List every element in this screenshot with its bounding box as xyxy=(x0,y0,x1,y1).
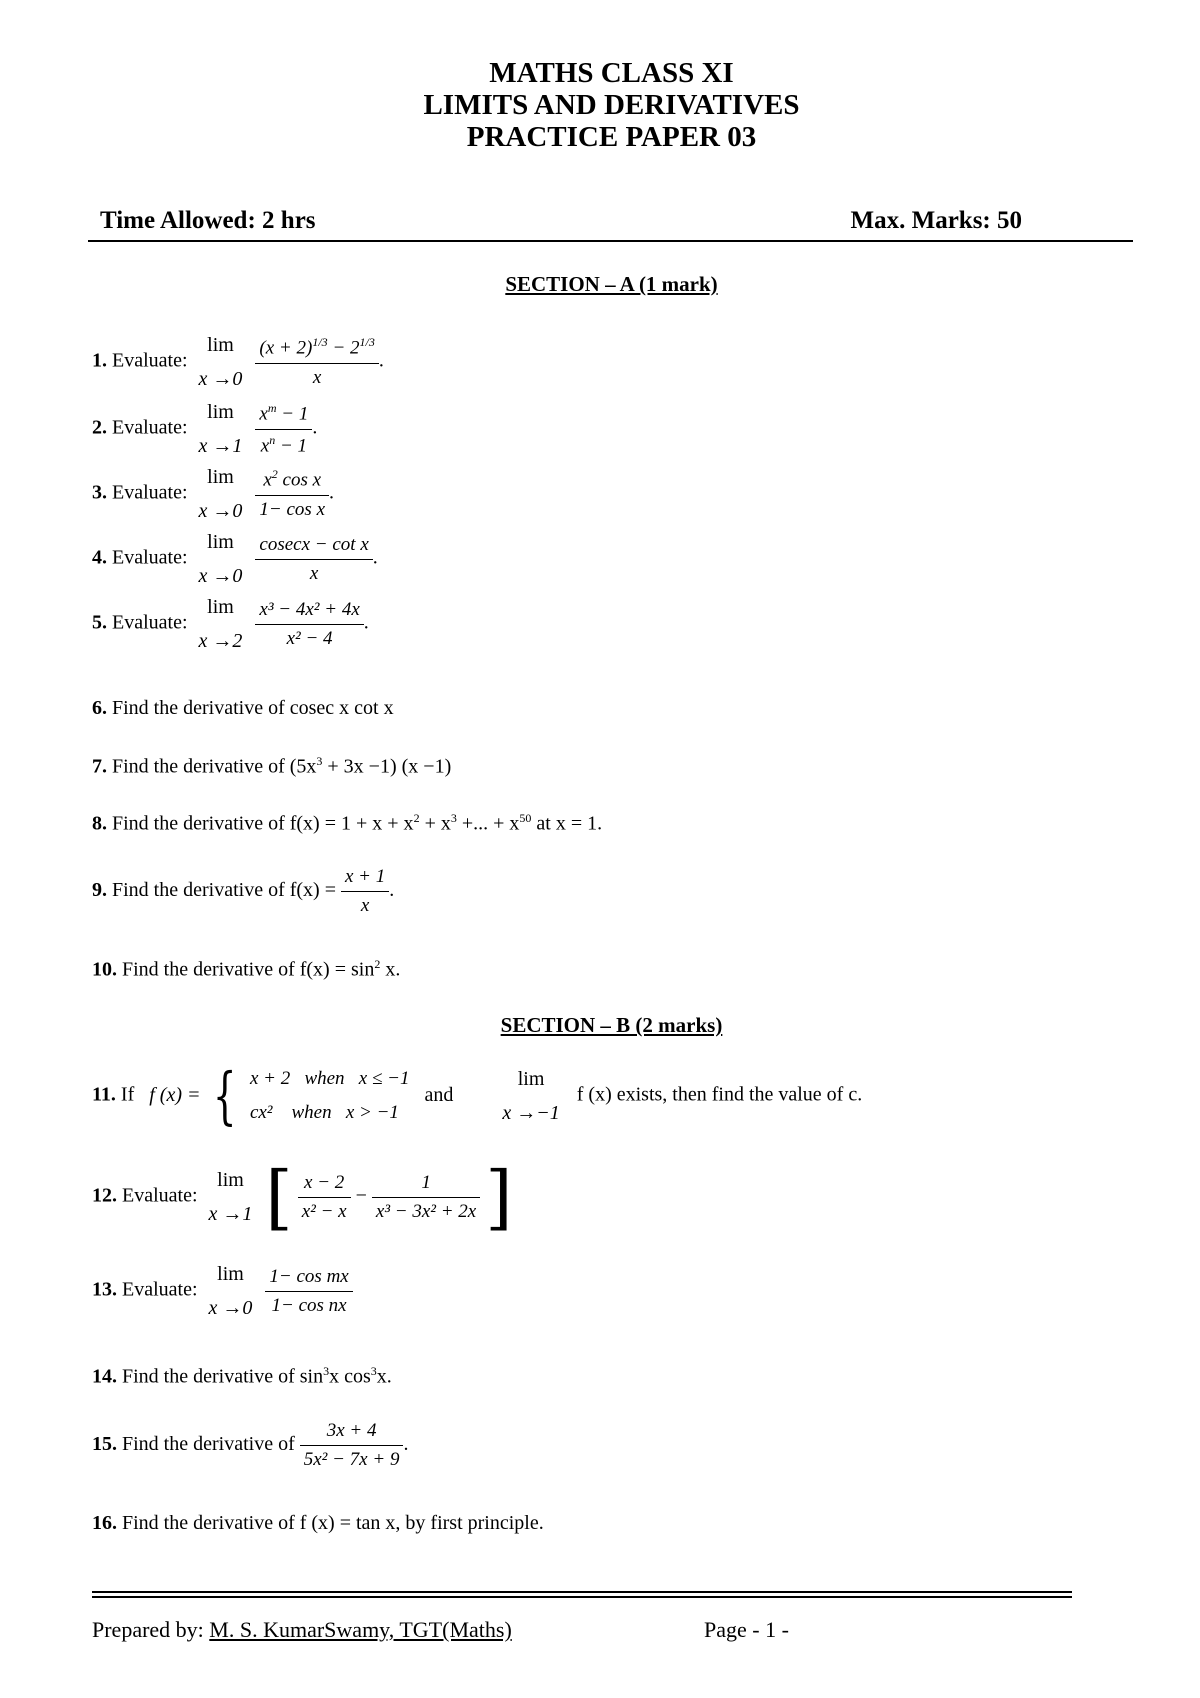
question-4: 4. Evaluate: lim x →0 $\frac{\text{cosecx − cot x}}{x}$ . xyxy=(92,525,378,593)
question-label: Evaluate: xyxy=(122,1184,198,1207)
section-b-title: SECTION – B (2 marks) xyxy=(500,1013,723,1037)
question-text: Find the derivative of f (x) = tan x, by first principle. xyxy=(122,1512,544,1534)
paper-title-number: PRACTICE PAPER 03 xyxy=(466,121,757,153)
limit-operator: lim x →1 xyxy=(208,1169,253,1225)
question-number: 15. xyxy=(92,1433,117,1456)
footer-divider-top xyxy=(92,1591,1072,1593)
question-6 xyxy=(92,697,394,720)
fraction: $\frac{\text{cosecx − cot x}}{x}$ xyxy=(255,534,372,585)
fraction: $\frac{x^m - 1}{x^n - 1}$ xyxy=(255,401,312,457)
question-13 xyxy=(92,1257,353,1325)
question-label: Evaluate: xyxy=(112,546,188,569)
limit-operator: lim x →0 xyxy=(198,466,243,522)
question-label: Evaluate: xyxy=(112,416,188,439)
question-label: Evaluate: xyxy=(112,349,188,372)
fraction: $\frac{x + 1}{x}$ xyxy=(341,866,389,917)
limit-operator: lim x →−1 xyxy=(502,1068,560,1124)
question-3: 3. Evaluate: lim x →0 $\frac{x^2 \cos x}{\text{1− cos x}}$ . xyxy=(92,460,334,528)
limit-operator: lim x →2 xyxy=(198,596,243,652)
question-number: 10. xyxy=(92,958,117,981)
question-number: 6. xyxy=(92,697,107,719)
fraction: $\frac{\text{x³ − 4x² + 4x}}{\text{x² − 4}}$ xyxy=(255,599,363,650)
question-number: 4. xyxy=(92,546,107,569)
fraction: $\frac{(x + 2)^{1/3} - 2^{1/3}}{x}$ xyxy=(255,335,378,388)
question-number: 16. xyxy=(92,1512,117,1534)
question-2: 2. Evaluate: lim x →1 $\frac{x^m - 1}{x^n - 1}$ . xyxy=(92,395,317,463)
section-a-title: SECTION – A (1 mark) xyxy=(505,272,718,296)
question-8: 8. Find the derivative of $f(x) = 1 + x + x^2 + x^3$ +... + $x^{50}$ at x = 1. xyxy=(92,811,603,835)
paper-title-topic: LIMITS AND DERIVATIVES xyxy=(423,89,800,121)
question-number: 3. xyxy=(92,481,107,504)
question-number: 8. xyxy=(92,812,107,835)
question-text: Find the derivative of cosec x cot x xyxy=(112,697,394,719)
left-brace: { xyxy=(213,1059,238,1132)
page-number: Page - 1 - xyxy=(704,1617,789,1642)
question-11: 11. If f (x) = { x + 2 when x ≤ −1 cx² when x > −1 and lim x →−1 f (x) exists, then find the value of c. xyxy=(92,1059,863,1132)
time-allowed: Time Allowed: 2 hrs xyxy=(100,207,316,234)
footer-prepared-by: Prepared by: M. S. KumarSwamy, TGT(Maths) xyxy=(92,1617,512,1642)
question-number: 14. xyxy=(92,1365,117,1388)
question-number: 5. xyxy=(92,611,107,634)
limit-operator: lim x →1 xyxy=(198,401,243,457)
question-number: 2. xyxy=(92,416,107,439)
fraction: $\frac{\text{1− cos mx}}{\text{1− cos nx}}$ xyxy=(265,1266,352,1317)
question-number: 7. xyxy=(92,755,107,778)
fraction: $\frac{3x + 4}{\text{5x² − 7x + 9}}$ xyxy=(300,1420,404,1471)
author-name: M. S. KumarSwamy, TGT(Maths) xyxy=(209,1617,512,1642)
question-12: 12. Evaluate: lim x →1 [ $\frac{x - 2}{\text{x² − x}}$ − $\frac{1}{\text{x³ − 3x² + 2x}}$ ] xyxy=(92,1156,513,1238)
question-number: 11. xyxy=(92,1083,116,1106)
question-number: 9. xyxy=(92,879,107,902)
question-number: 13. xyxy=(92,1278,117,1301)
right-bracket: ] xyxy=(485,1156,513,1238)
question-15: 15. Find the derivative of $\frac{3x + 4}{\text{5x² − 7x + 9}}$ . xyxy=(92,1420,409,1470)
question-label: Evaluate: xyxy=(112,481,188,504)
question-1: 1. Evaluate: lim x →0 $\frac{(x + 2)^{1/3} - 2^{1/3}}{x}$ . xyxy=(92,328,384,396)
question-9: 9. Find the derivative of f(x) = $\frac{x + 1}{x}$ . xyxy=(92,866,395,916)
question-5: 5. Evaluate: lim x →2 $\frac{\text{x³ − 4x² + 4x}}{\text{x² − 4}}$ . xyxy=(92,590,369,658)
question-number: 12. xyxy=(92,1184,117,1207)
paper-title-subject: MATHS CLASS XI xyxy=(489,57,734,89)
question-label: Evaluate: xyxy=(122,1278,198,1301)
max-marks: Max. Marks: 50 xyxy=(850,207,1022,234)
footer-divider-bottom xyxy=(92,1596,1072,1598)
limit-operator: lim x →0 xyxy=(198,531,243,587)
limit-operator: lim x →0 xyxy=(208,1263,253,1319)
limit-operator: lim x →0 xyxy=(198,334,243,390)
question-16 xyxy=(92,1512,544,1535)
question-label: Evaluate: xyxy=(112,611,188,634)
question-14: 14. Find the derivative of $\sin^3x$ $\cos^3x$. xyxy=(92,1364,392,1388)
fraction: $\frac{x - 2}{\text{x² − x}}$ xyxy=(298,1172,351,1223)
left-bracket: [ xyxy=(265,1156,293,1238)
fraction: $\frac{x^2 \cos x}{\text{1− cos x}}$ xyxy=(255,467,329,520)
question-7: 7. Find the derivative of $(5x^3 + 3x -1)$ (x −1) xyxy=(92,754,452,778)
header-divider xyxy=(88,240,1133,242)
question-10: 10. Find the derivative of $f(x) = \sin^2 x$. xyxy=(92,957,401,981)
piecewise-cases: x + 2 when x ≤ −1 cx² when x > −1 xyxy=(249,1068,410,1123)
question-number: 1. xyxy=(92,349,107,372)
fraction: $\frac{1}{\text{x³ − 3x² + 2x}}$ xyxy=(372,1172,480,1223)
